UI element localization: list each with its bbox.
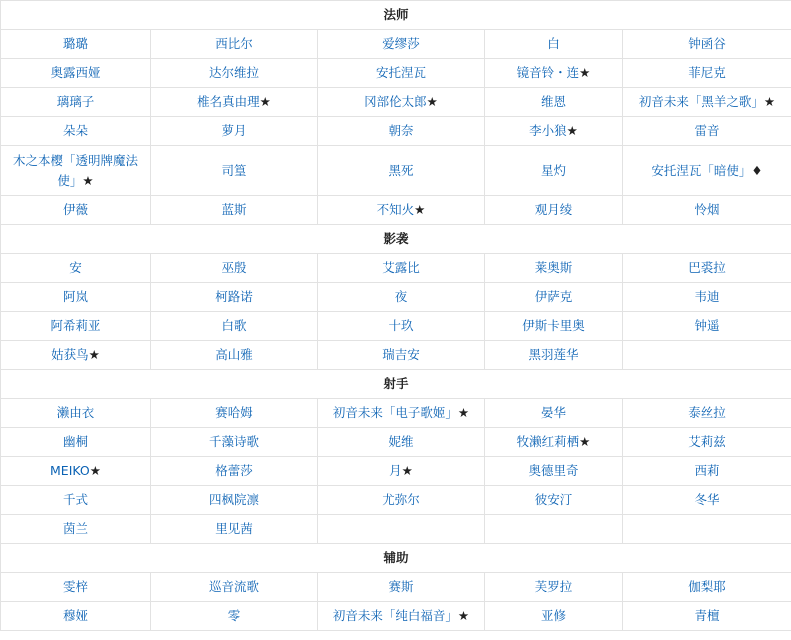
marker-symbol: ★ bbox=[579, 65, 591, 80]
character-link[interactable]: 巡音流歌 bbox=[208, 579, 259, 594]
character-cell bbox=[151, 59, 318, 88]
character-link[interactable]: 幽桐 bbox=[62, 434, 88, 449]
character-link[interactable]: 达尔维拉 bbox=[208, 65, 259, 80]
character-link[interactable]: 冬华 bbox=[694, 492, 720, 507]
character-link[interactable]: 茵兰 bbox=[62, 521, 88, 536]
table-row bbox=[1, 254, 791, 283]
character-cell bbox=[623, 30, 791, 59]
character-link[interactable]: 奥德里奇 bbox=[528, 463, 579, 478]
marker-symbol: ★ bbox=[426, 94, 438, 109]
character-cell bbox=[485, 254, 623, 283]
character-cell bbox=[318, 312, 485, 341]
character-cell bbox=[485, 146, 623, 196]
character-link[interactable]: 泰丝拉 bbox=[688, 405, 726, 420]
character-cell bbox=[151, 341, 318, 370]
character-cell bbox=[318, 254, 485, 283]
character-link[interactable]: 莱奥斯 bbox=[534, 260, 573, 275]
character-link[interactable]: 夜 bbox=[394, 289, 408, 304]
section-header-row bbox=[1, 370, 791, 399]
character-cell bbox=[1, 515, 151, 544]
character-cell bbox=[318, 515, 485, 544]
table-row bbox=[1, 146, 791, 196]
character-link[interactable]: 蓝斯 bbox=[221, 202, 247, 217]
character-cell bbox=[623, 341, 791, 370]
character-link[interactable]: 维恩 bbox=[540, 94, 566, 109]
character-link[interactable]: 雷音 bbox=[694, 123, 720, 138]
character-link[interactable]: 白 bbox=[547, 36, 560, 51]
character-link[interactable]: 伊萨克 bbox=[534, 289, 573, 304]
character-link[interactable]: 阿岚 bbox=[62, 289, 88, 304]
section-title: 射手 bbox=[1, 370, 791, 399]
character-cell bbox=[1, 312, 151, 341]
character-cell bbox=[485, 88, 623, 117]
character-cell bbox=[318, 196, 485, 225]
character-cell bbox=[318, 428, 485, 457]
character-cell bbox=[623, 602, 791, 631]
character-link[interactable]: 怜烟 bbox=[694, 202, 720, 217]
character-link[interactable]: 不知火 bbox=[376, 202, 415, 217]
character-link[interactable]: 赛斯 bbox=[388, 579, 414, 594]
character-link[interactable]: 司篁 bbox=[221, 162, 247, 178]
character-cell bbox=[485, 602, 623, 631]
character-link[interactable]: 亚修 bbox=[540, 608, 566, 623]
character-link[interactable]: 柯路诺 bbox=[215, 289, 253, 304]
character-cell bbox=[485, 283, 623, 312]
character-link[interactable]: 爱缪莎 bbox=[382, 36, 420, 51]
character-cell bbox=[1, 399, 151, 428]
character-cell bbox=[151, 146, 318, 196]
character-cell bbox=[1, 573, 151, 602]
table-row bbox=[1, 312, 791, 341]
character-link[interactable]: 四枫院凛 bbox=[208, 492, 259, 507]
roster-body bbox=[1, 1, 791, 631]
marker-symbol: ★ bbox=[414, 202, 426, 217]
character-cell bbox=[1, 117, 151, 146]
character-cell bbox=[318, 341, 485, 370]
character-cell bbox=[1, 254, 151, 283]
character-cell bbox=[1, 602, 151, 631]
character-cell bbox=[485, 312, 623, 341]
character-cell bbox=[623, 196, 791, 225]
character-cell bbox=[151, 573, 318, 602]
character-link[interactable]: 安 bbox=[69, 260, 82, 275]
table-row bbox=[1, 573, 791, 602]
character-cell bbox=[1, 30, 151, 59]
marker-symbol: ★ bbox=[579, 434, 591, 449]
character-cell bbox=[485, 515, 623, 544]
character-cell bbox=[318, 117, 485, 146]
section-header-row bbox=[1, 225, 791, 254]
character-link[interactable]: 初音未来「黑羊之歌」 bbox=[638, 94, 764, 109]
character-cell bbox=[151, 283, 318, 312]
character-cell bbox=[623, 486, 791, 515]
character-cell bbox=[485, 573, 623, 602]
character-link[interactable]: 镜音铃・连 bbox=[516, 65, 580, 80]
character-cell bbox=[151, 602, 318, 631]
character-link[interactable]: 安托涅瓦 bbox=[375, 65, 426, 80]
character-cell bbox=[1, 196, 151, 225]
character-cell bbox=[1, 457, 151, 486]
character-link[interactable]: 妮维 bbox=[388, 434, 414, 449]
character-cell bbox=[151, 117, 318, 146]
character-cell bbox=[623, 428, 791, 457]
character-link[interactable]: 西比尔 bbox=[215, 36, 253, 51]
character-cell bbox=[485, 399, 623, 428]
character-link[interactable]: 璃璃子 bbox=[56, 94, 95, 109]
character-link[interactable]: 伊薇 bbox=[62, 202, 88, 217]
character-link[interactable]: 黑羽莲华 bbox=[528, 347, 579, 362]
table-row bbox=[1, 30, 791, 59]
character-link[interactable]: 格蕾莎 bbox=[215, 463, 253, 478]
character-cell bbox=[485, 30, 623, 59]
character-link[interactable]: 朝奈 bbox=[388, 123, 414, 138]
character-link[interactable]: 姑获鸟 bbox=[51, 347, 89, 362]
character-link[interactable]: 十玖 bbox=[388, 318, 414, 333]
character-cell bbox=[485, 196, 623, 225]
character-cell bbox=[623, 59, 791, 88]
character-link[interactable]: 初音未来「纯白福音」 bbox=[332, 608, 458, 623]
table-row bbox=[1, 59, 791, 88]
marker-symbol: ★ bbox=[763, 94, 776, 109]
marker-symbol: ★ bbox=[82, 172, 94, 188]
table-row bbox=[1, 196, 791, 225]
table-row bbox=[1, 341, 791, 370]
character-cell bbox=[623, 146, 791, 196]
character-cell bbox=[1, 146, 151, 196]
character-link[interactable]: MEIKO bbox=[50, 463, 90, 478]
character-link[interactable]: 月 bbox=[389, 463, 402, 478]
marker-symbol: ★ bbox=[88, 347, 100, 362]
character-link[interactable]: 星灼 bbox=[540, 162, 566, 178]
character-cell bbox=[1, 486, 151, 515]
character-link[interactable]: 西莉 bbox=[694, 463, 720, 478]
character-cell bbox=[623, 515, 791, 544]
marker-symbol: ♦ bbox=[751, 162, 763, 178]
character-cell bbox=[151, 196, 318, 225]
character-link[interactable]: 木之本樱「透明牌魔法使」 bbox=[12, 152, 138, 188]
character-link[interactable]: 青檀 bbox=[694, 608, 720, 623]
table-row bbox=[1, 515, 791, 544]
character-cell bbox=[151, 457, 318, 486]
character-link[interactable]: 高山雅 bbox=[215, 347, 253, 362]
table-row bbox=[1, 486, 791, 515]
section-header-row bbox=[1, 1, 791, 30]
table-row bbox=[1, 117, 791, 146]
character-cell bbox=[318, 59, 485, 88]
character-link[interactable]: 菲尼克 bbox=[688, 65, 726, 80]
marker-symbol: ★ bbox=[89, 463, 101, 478]
character-link[interactable]: 椎名真由理 bbox=[197, 94, 260, 109]
table-row bbox=[1, 399, 791, 428]
section-header-row bbox=[1, 544, 791, 573]
character-link[interactable]: 白歌 bbox=[221, 318, 247, 333]
character-cell bbox=[151, 515, 318, 544]
character-link[interactable]: 韦迪 bbox=[694, 289, 720, 304]
character-link[interactable]: 零 bbox=[227, 608, 241, 623]
character-link[interactable]: 瑞吉安 bbox=[382, 347, 420, 362]
character-link[interactable]: 璐璐 bbox=[62, 36, 88, 51]
character-cell bbox=[1, 341, 151, 370]
character-link[interactable]: 芙罗拉 bbox=[534, 579, 573, 594]
character-link[interactable]: 巴裘拉 bbox=[688, 260, 726, 275]
character-cell bbox=[485, 428, 623, 457]
character-cell bbox=[623, 312, 791, 341]
character-link[interactable]: 雯梓 bbox=[62, 579, 88, 594]
character-link[interactable]: 钟函谷 bbox=[688, 36, 726, 51]
marker-symbol: ★ bbox=[457, 608, 470, 623]
character-cell bbox=[318, 30, 485, 59]
character-link[interactable]: 萝月 bbox=[221, 123, 247, 138]
character-cell bbox=[1, 428, 151, 457]
marker-symbol: ★ bbox=[457, 405, 470, 420]
character-cell bbox=[623, 254, 791, 283]
character-link[interactable]: 阿希莉亚 bbox=[50, 318, 101, 333]
character-link[interactable]: 黑死 bbox=[388, 162, 414, 178]
character-cell bbox=[623, 283, 791, 312]
character-link[interactable]: 赛哈姆 bbox=[215, 405, 253, 420]
character-cell bbox=[151, 312, 318, 341]
character-cell bbox=[318, 486, 485, 515]
character-link[interactable]: 李小狼 bbox=[529, 123, 567, 138]
section-title: 法师 bbox=[1, 1, 791, 30]
character-cell bbox=[623, 399, 791, 428]
character-link[interactable]: 奥露西娅 bbox=[50, 65, 101, 80]
character-link[interactable]: 伊斯卡里奥 bbox=[522, 318, 585, 333]
character-cell bbox=[1, 59, 151, 88]
character-link[interactable]: 安托涅瓦「暗使」 bbox=[651, 162, 752, 178]
character-cell bbox=[318, 399, 485, 428]
marker-symbol: ★ bbox=[401, 463, 413, 478]
section-title: 影袭 bbox=[1, 225, 791, 254]
character-cell bbox=[485, 59, 623, 88]
character-link[interactable]: 晏华 bbox=[540, 405, 566, 420]
character-cell bbox=[151, 88, 318, 117]
character-cell bbox=[485, 117, 623, 146]
character-link[interactable]: 观月绫 bbox=[534, 202, 573, 217]
character-link[interactable]: 里见茜 bbox=[215, 521, 253, 536]
table-row bbox=[1, 283, 791, 312]
character-cell bbox=[151, 254, 318, 283]
character-cell bbox=[318, 457, 485, 486]
character-link[interactable]: 艾莉兹 bbox=[688, 434, 726, 449]
character-cell bbox=[318, 602, 485, 631]
character-link[interactable]: 彼安汀 bbox=[534, 492, 573, 507]
character-cell bbox=[151, 486, 318, 515]
character-link[interactable]: 穆娅 bbox=[62, 608, 88, 623]
character-cell bbox=[318, 146, 485, 196]
character-cell bbox=[1, 283, 151, 312]
table-row bbox=[1, 88, 791, 117]
character-cell bbox=[485, 457, 623, 486]
character-cell bbox=[623, 573, 791, 602]
character-link[interactable]: 千藻诗歌 bbox=[208, 434, 259, 449]
table-row bbox=[1, 457, 791, 486]
character-cell bbox=[623, 457, 791, 486]
character-link[interactable]: 尤弥尔 bbox=[382, 492, 420, 507]
character-link[interactable]: 朵朵 bbox=[62, 123, 88, 138]
character-link[interactable]: 巫殷 bbox=[221, 260, 247, 275]
character-link[interactable]: 钟遥 bbox=[694, 318, 720, 333]
character-cell bbox=[318, 283, 485, 312]
character-cell bbox=[151, 399, 318, 428]
character-cell bbox=[318, 88, 485, 117]
character-link[interactable]: 千式 bbox=[62, 492, 88, 507]
table-row bbox=[1, 602, 791, 631]
character-link[interactable]: 伽梨耶 bbox=[688, 579, 726, 594]
character-cell bbox=[485, 486, 623, 515]
character-cell bbox=[151, 428, 318, 457]
character-cell bbox=[623, 117, 791, 146]
character-link[interactable]: 艾露比 bbox=[382, 260, 420, 275]
character-cell bbox=[1, 88, 151, 117]
section-title: 辅助 bbox=[1, 544, 791, 573]
marker-symbol: ★ bbox=[566, 123, 578, 138]
character-link[interactable]: 濑由衣 bbox=[56, 405, 95, 420]
character-cell bbox=[485, 341, 623, 370]
character-cell bbox=[318, 573, 485, 602]
marker-symbol: ★ bbox=[259, 94, 271, 109]
character-cell bbox=[623, 88, 791, 117]
character-link[interactable]: 初音未来「电子歌姬」 bbox=[332, 405, 458, 420]
character-link[interactable]: 冈部伦太郎 bbox=[364, 94, 427, 109]
character-cell bbox=[151, 30, 318, 59]
table-row bbox=[1, 428, 791, 457]
character-link[interactable]: 牧濑红莉栖 bbox=[516, 434, 580, 449]
